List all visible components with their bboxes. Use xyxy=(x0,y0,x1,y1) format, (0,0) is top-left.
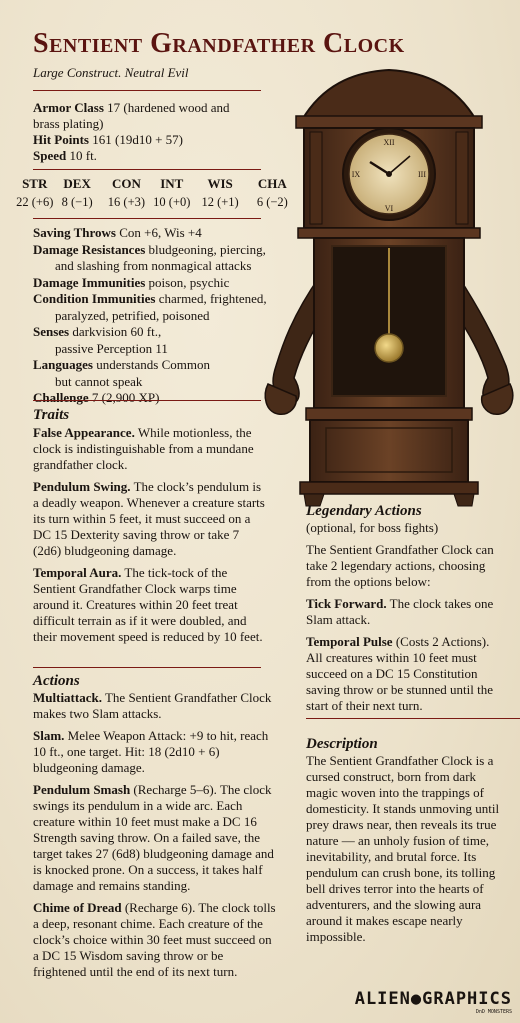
legendary-heading: Legendary Actions xyxy=(306,503,422,519)
basics-block xyxy=(33,100,258,164)
challenge-value: 7 (2,900 XP) xyxy=(91,390,160,405)
grandfather-clock-illustration xyxy=(262,66,516,508)
divider xyxy=(33,169,261,170)
svg-text:III: III xyxy=(418,170,426,179)
hit-points-value: 161 (19d10 + 57) xyxy=(92,132,183,147)
ability-score: 10 (+0) xyxy=(153,195,191,209)
ability-name: WIS xyxy=(207,176,233,191)
legendary-item xyxy=(306,596,501,628)
ability-score: 12 (+1) xyxy=(201,195,239,209)
action-name: Slam. xyxy=(33,728,65,743)
creature-type: Large Construct. Neutral Evil xyxy=(33,65,189,80)
logo-subtext: DnD MONSTERS xyxy=(475,1009,512,1015)
ability-name: DEX xyxy=(63,176,91,191)
armor-class-label: Armor Class xyxy=(33,100,104,115)
description-block xyxy=(306,753,506,951)
action-name: Chime of Dread xyxy=(33,900,122,915)
legendary-block xyxy=(306,520,501,720)
trait-text: While motionless, the clock is indistinguishable from a mundane grandfather clock. xyxy=(33,425,254,472)
legendary-note: (optional, for boss fights) xyxy=(306,520,439,535)
languages-cont: but cannot speak xyxy=(55,373,143,389)
brand-logo xyxy=(355,989,512,1015)
divider xyxy=(306,718,520,719)
traits-block xyxy=(33,425,265,651)
ability-score: 8 (−1) xyxy=(61,195,93,209)
legendary-name: Temporal Pulse xyxy=(306,634,393,649)
ability-score: 6 (−2) xyxy=(256,195,288,209)
svg-text:XII: XII xyxy=(383,138,395,147)
languages-value: understands Common xyxy=(96,357,210,372)
saving-throws-label: Saving Throws xyxy=(33,225,116,240)
damage-resistances-value: bludgeoning, piercing, xyxy=(148,241,266,257)
condition-immunities-value: charmed, frightened, xyxy=(158,291,267,306)
traits-heading: Traits xyxy=(33,407,70,423)
trait-text: The tick-tock of the Sentient Grandfather Clock warps time around it. Creatures within 20 feet treat difficult terrain as if it were doubled, and their movement speed is reduced by 10 feet. xyxy=(33,565,263,644)
senses-cont: passive Perception 11 xyxy=(55,340,168,356)
senses-label: Senses xyxy=(33,324,70,339)
ability-score: 16 (+3) xyxy=(107,195,146,209)
ability-name: STR xyxy=(22,176,48,191)
divider xyxy=(33,400,261,401)
description-text: The Sentient Grandfather Clock is a cursed construct, born from dark magic woven into the trappings of domesticity. It stands unmoving until prey draws near, then reveals its true nature — an unholy fusion of time, inevitability, and brutal force. Its pendulum can crush bone, its tolling bell drives terror into the hearts of adventurers, and the slowing aura around it makes escape nearly impossible. xyxy=(306,753,500,944)
actions-block xyxy=(33,690,278,986)
legendary-text: The clock takes one Slam attack. xyxy=(306,596,494,627)
divider xyxy=(33,90,261,91)
languages-label: Languages xyxy=(33,357,93,372)
damage-immunities-label: Damage Immunities xyxy=(33,274,146,290)
trait-item xyxy=(33,425,265,473)
ability-score: 22 (+6) xyxy=(16,195,54,209)
ability-name: INT xyxy=(160,176,184,191)
action-name: Multiattack. xyxy=(33,690,102,705)
legendary-item xyxy=(306,634,501,714)
ability-name: CON xyxy=(111,176,141,191)
svg-text:IX: IX xyxy=(351,170,361,179)
challenge-label: Challenge xyxy=(33,390,89,405)
condition-immunities-label: Condition Immunities xyxy=(33,291,156,306)
divider xyxy=(33,667,261,668)
speed-value: 10 ft. xyxy=(69,148,97,163)
action-text: Melee Weapon Attack: +9 to hit, reach 10 ft., one target. Hit: 18 (2d10 + 6) bludgeoning damage. xyxy=(33,728,269,775)
damage-resistances-label: Damage Resistances xyxy=(33,241,146,257)
action-name: Pendulum Smash xyxy=(33,782,131,797)
action-item xyxy=(33,690,278,722)
legendary-name: Tick Forward. xyxy=(306,596,387,611)
action-item xyxy=(33,728,278,776)
divider xyxy=(33,218,261,219)
svg-text:VI: VI xyxy=(384,204,394,213)
trait-item xyxy=(33,565,265,645)
damage-resistances-cont: and slashing from nonmagical attacks xyxy=(55,258,252,273)
trait-item xyxy=(33,479,265,559)
description-heading: Description xyxy=(306,736,378,752)
details-block xyxy=(33,225,273,407)
page-title: Sentient Grandfather Clock xyxy=(33,28,405,59)
legendary-text: (Costs 2 Actions). All creatures within 10 feet must succeed on a DC 15 Constitution saving throw or be stunned until the start of their next turn. xyxy=(306,634,494,713)
trait-name: False Appearance. xyxy=(33,425,135,440)
action-text: (Recharge 5–6). The clock swings its pendulum in a wide arc. Each creature within 10 feet must make a DC 16 Strength saving throw. On a failed save, the target takes 27 (6d8) bludgeoning damage and is knocked prone. On a success, it takes half damage and remains standing. xyxy=(33,782,274,893)
action-text: The Sentient Grandfather Clock makes two Slam attacks. xyxy=(33,690,272,721)
legendary-intro: The Sentient Grandfather Clock can take 2 legendary actions, choosing from the options below: xyxy=(306,542,494,589)
actions-heading: Actions xyxy=(33,673,80,689)
action-text: (Recharge 6). The clock tolls a deep, resonant chime. Each creature of the clock’s choice within 30 feet must succeed on a DC 15 Wisdom saving throw or be frightened until the end of its next turn. xyxy=(33,900,276,979)
ability-name: CHA xyxy=(257,176,287,191)
action-item xyxy=(33,782,278,894)
damage-immunities-value: poison, psychic xyxy=(148,274,230,290)
saving-throws-value: Con +6, Wis +4 xyxy=(119,225,202,240)
condition-immunities-cont: paralyzed, petrified, poisoned xyxy=(55,307,210,323)
hit-points-label: Hit Points xyxy=(33,132,89,147)
armor-class-value: 17 (hardened wood and brass plating) xyxy=(33,100,230,131)
speed-label: Speed xyxy=(33,148,67,163)
action-item xyxy=(33,900,278,980)
trait-name: Pendulum Swing. xyxy=(33,479,131,494)
ability-scores xyxy=(16,176,296,210)
senses-value: darkvision 60 ft., xyxy=(72,324,162,339)
trait-name: Temporal Aura. xyxy=(33,565,122,580)
logo-text: ALIEN●GRAPHICS xyxy=(354,989,512,1009)
trait-text: The clock’s pendulum is a deadly weapon. Whenever a creature starts its turn within 5 feet, it must succeed on a DC 15 Dexterity saving throw or take 7 (2d6) bludgeoning damage. xyxy=(33,479,265,558)
